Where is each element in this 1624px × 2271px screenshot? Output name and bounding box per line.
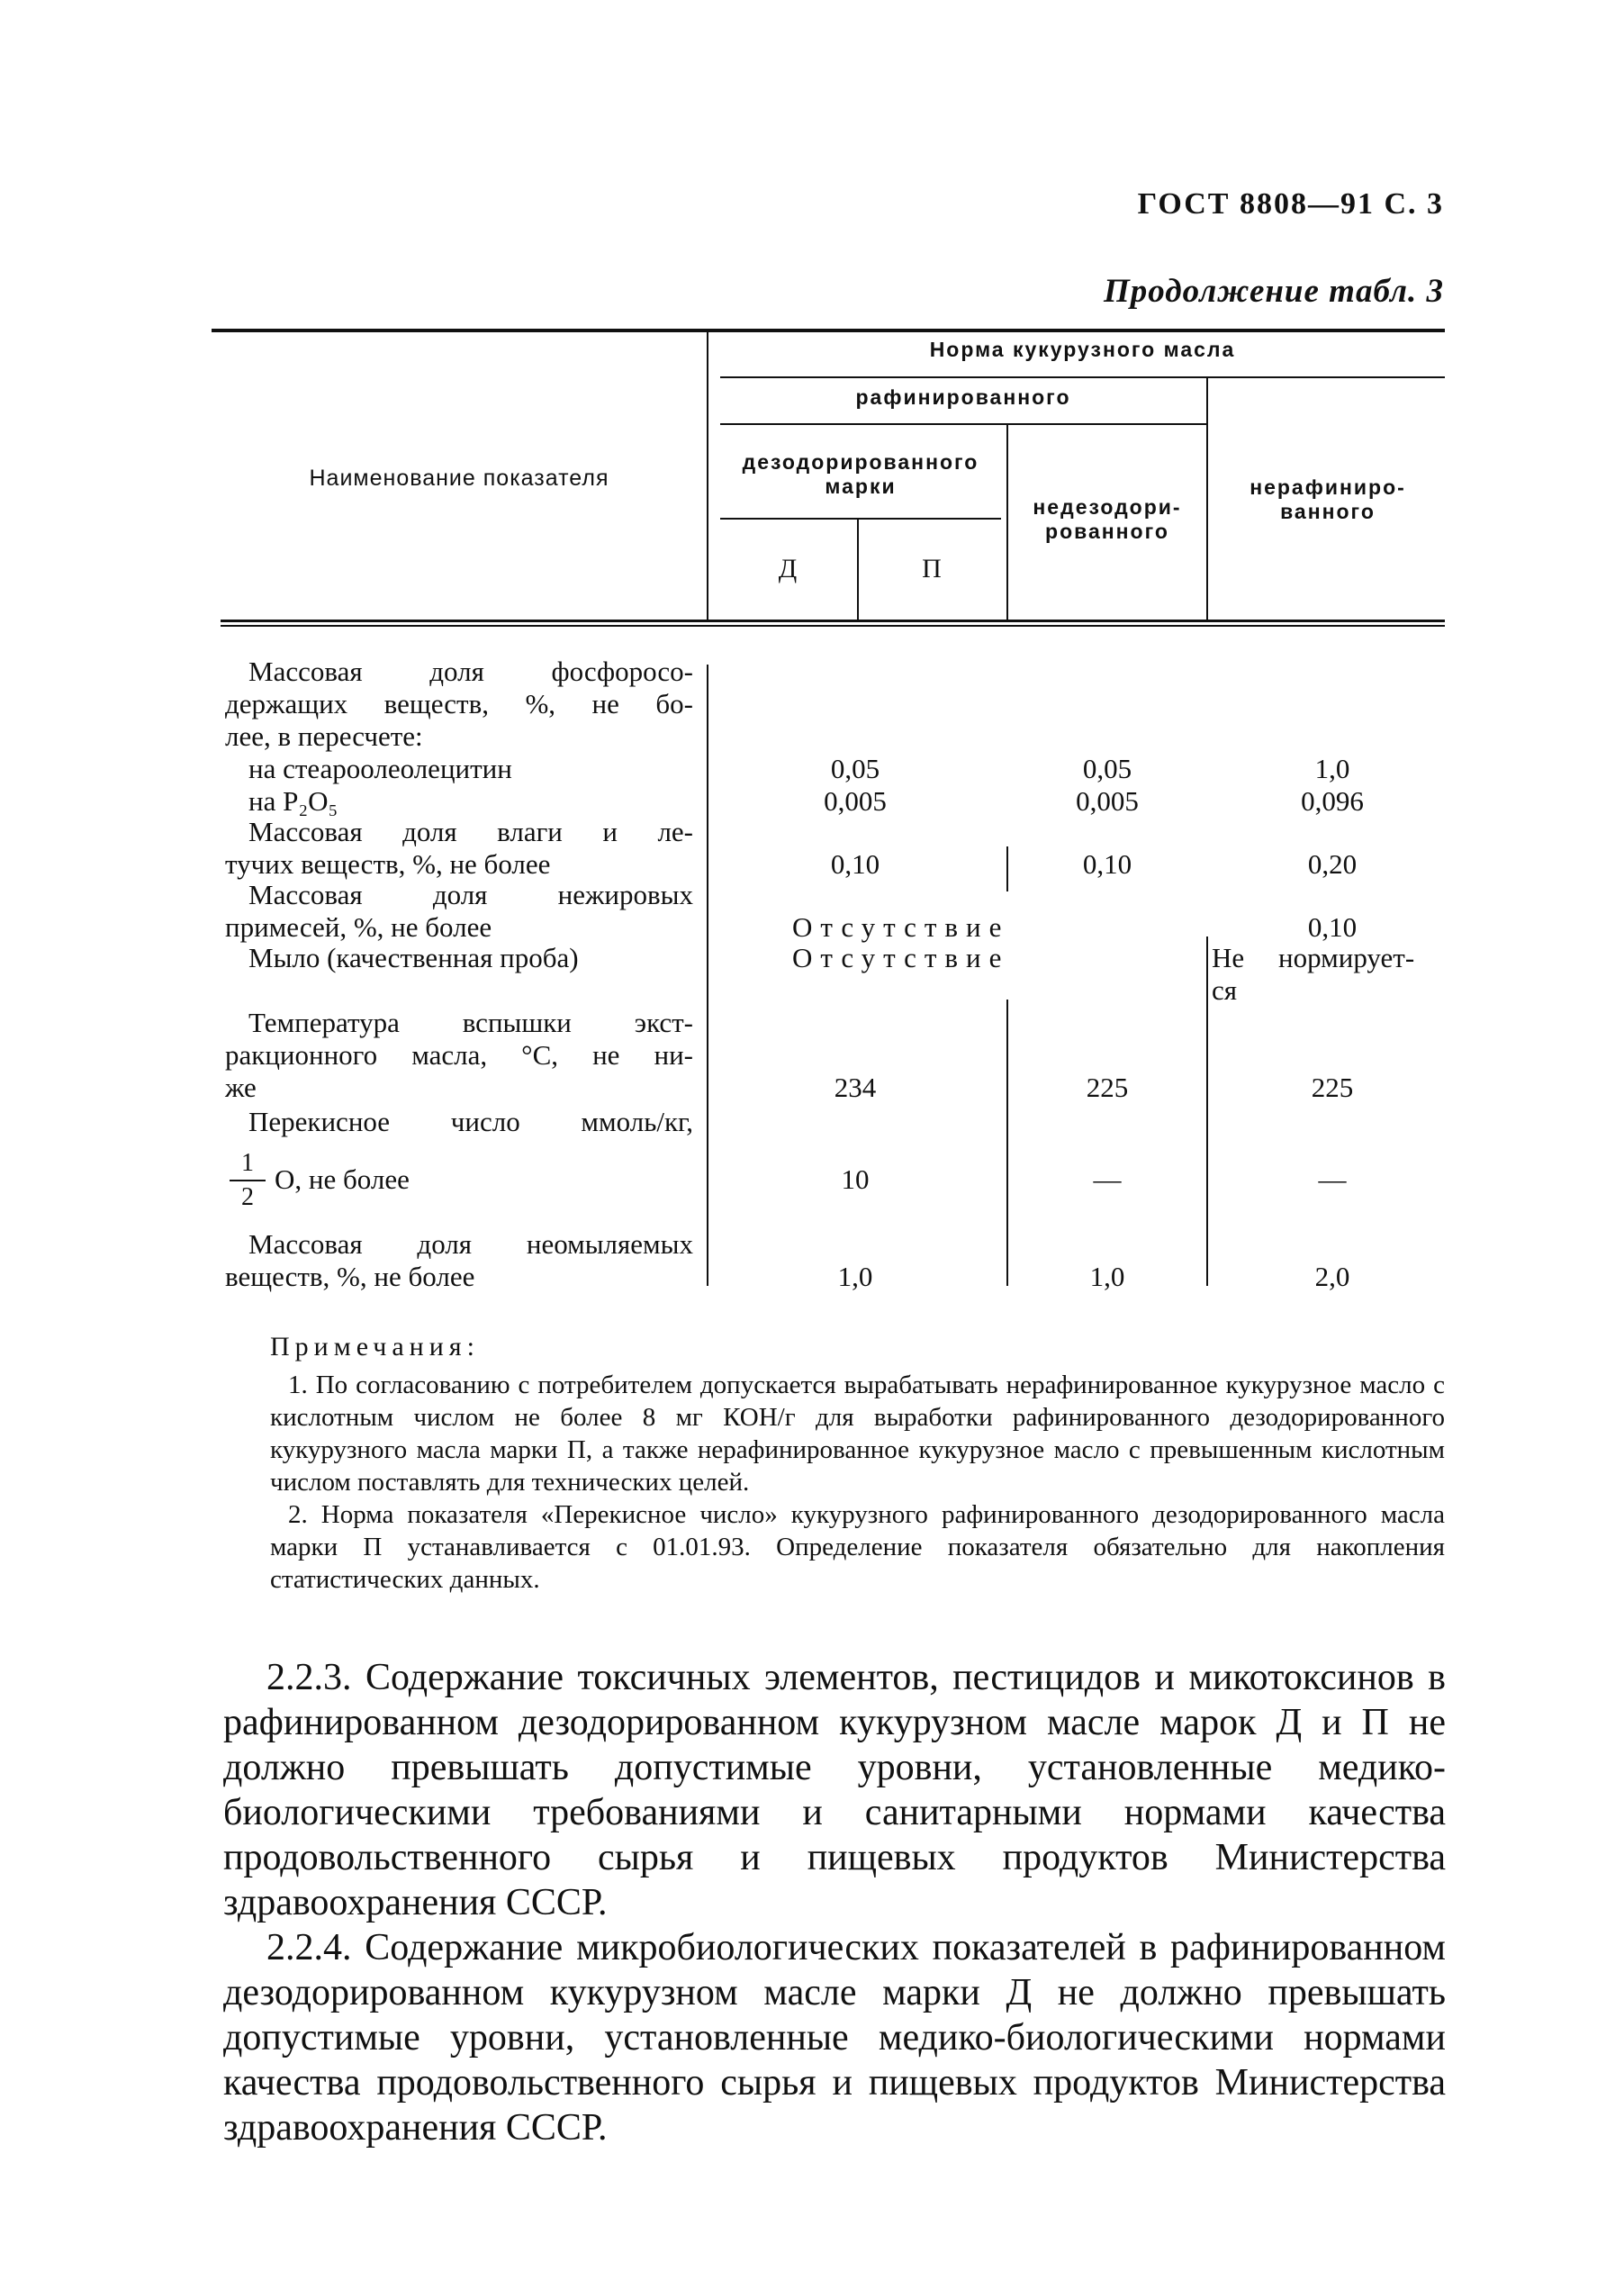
- row-peroxide-unrefined: —: [1318, 1163, 1347, 1195]
- row-impurities-line-1: Массовая доля нежировых: [248, 879, 693, 910]
- row-phosphorus-sub1-unrefined: 1,0: [1314, 753, 1350, 784]
- row-unsaponifiable-unrefined: 2,0: [1314, 1261, 1350, 1292]
- row-phosphorus-sub1-refined: 0,05: [830, 753, 880, 784]
- column-header-grade-p: П: [922, 554, 942, 584]
- deodorized-header-text: дезодорированного марки: [742, 450, 979, 498]
- row-impurities-label: [225, 879, 693, 944]
- unrefined-header-text: нерафиниро-ванного: [1250, 475, 1406, 523]
- row-peroxide-fraction: [230, 1149, 266, 1212]
- gost-page-header: ГОСТ 8808—91 С. 3: [1137, 187, 1444, 221]
- row-impurities-refined-span: Отсутствие: [792, 911, 1010, 943]
- row-phosphorus-line-2: держащих веществ, %, не бо-: [225, 688, 693, 719]
- rule-under-refined: [720, 423, 1206, 425]
- row-impurities-line-2: примесей, %, не более: [225, 911, 492, 943]
- row-peroxide-non-deo: —: [1093, 1163, 1122, 1195]
- fraction-bar: [230, 1180, 266, 1181]
- row-unsaponifiable-line-1: Массовая доля неомыляемых: [248, 1228, 693, 1260]
- row-moisture-unrefined: 0,20: [1307, 848, 1358, 880]
- body-vline-3: [1206, 936, 1208, 1286]
- rule-under-norm: [720, 376, 1445, 378]
- column-header-norm: Норма кукурузного масла: [929, 338, 1236, 361]
- row-flash-refined: 234: [834, 1072, 877, 1103]
- body-vline-2b: [1006, 1000, 1008, 1286]
- body-paragraphs: [223, 1655, 1446, 2150]
- row-unsaponifiable-non-deo: 1,0: [1089, 1261, 1125, 1292]
- row-soap-unrefined-a: Не: [1212, 942, 1245, 973]
- table-header-bottom-rule-2: [221, 625, 1445, 627]
- row-unsaponifiable-line-2: веществ, %, не более: [225, 1261, 475, 1292]
- row-moisture-non-deo: 0,10: [1082, 848, 1132, 880]
- row-impurities-unrefined: 0,10: [1307, 911, 1358, 943]
- row-phosphorus-line-1: Массовая доля фосфоросо-: [248, 656, 693, 687]
- paragraph-2-2-3: 2.2.3. Содержание токсичных элементов, пестицидов и микотоксинов в рафинированном дезодорированном кукурузном масле марок Д и П не должно превышать допустимые уровни, установленные медико-биологическими требованиями и санитарными нормами качества продовольственного сырья и пищевых продуктов Министерства здравоохранения СССР.: [223, 1657, 1446, 1923]
- row-phosphorus-sub1-text: на стеароолеолецитин: [248, 753, 512, 784]
- row-moisture-line-1: Массовая доля влаги и ле-: [248, 816, 693, 847]
- row-phosphorus-line-3: лее, в пересчете:: [225, 720, 423, 752]
- note-2: 2. Норма показателя «Перекисное число» кукурузного рафинированного дезодорированного масла марки П устанавливается с 01.01.93. Определение показателя обязательно для накопления статистических данных.: [270, 1500, 1445, 1594]
- header-vline-3: [1006, 425, 1008, 620]
- table-notes: [270, 1331, 1445, 1596]
- row-peroxide-line-1: Перекисное число ммоль/кг,: [248, 1106, 693, 1137]
- row-peroxide-label: [225, 1106, 693, 1138]
- row-flash-label: [225, 1007, 693, 1104]
- header-vline-2: [1206, 376, 1208, 620]
- row-phosphorus-sub2-label: [225, 785, 693, 818]
- row-soap-unrefined-b: нормирует-: [1278, 942, 1415, 973]
- row-phosphorus-sub2-non-deo: 0,005: [1076, 785, 1139, 817]
- row-peroxide-tail: О, не более: [275, 1163, 410, 1195]
- non-deodorized-header-text: недезодори-рованного: [1033, 495, 1182, 543]
- column-header-non-deodorized: [1013, 495, 1202, 544]
- row-phosphorus-sub2-refined: 0,005: [824, 785, 887, 817]
- row-phosphorus-sub2-text: на P₂O₅: [248, 785, 338, 817]
- row-soap-label: [225, 942, 693, 974]
- column-header-refined: рафинированного: [855, 385, 1071, 409]
- row-phosphorus-sub1-non-deo: 0,05: [1082, 753, 1132, 784]
- paragraph-2-2-4: 2.2.4. Содержание микробиологических показателей в рафинированном дезодорированном кукурузном масле марки Д не должно превышать допустимые уровни, установленные медико-биологическими нормами качества продовольственного сырья и пищевых продуктов Министерства здравоохранения СССР.: [223, 1927, 1446, 2149]
- row-flash-line-3: же: [225, 1072, 257, 1103]
- header-vline-1: [707, 330, 708, 620]
- body-vline-1: [707, 665, 708, 1286]
- row-unsaponifiable-label: [225, 1228, 693, 1293]
- row-phosphorus-sub1-label: [225, 753, 693, 785]
- fraction-denominator: 2: [241, 1183, 254, 1211]
- column-header-unrefined: [1211, 475, 1445, 524]
- note-1: 1. По согласованию с потребителем допускается вырабатывать нерафинированное кукурузное масло с кислотным числом не более 8 мг КОН/г для выработки рафинированного дезодорированного кукурузного масла марки П, а также нерафинированное кукурузное масло с превышенным кислотным числом поставлять для технических целей.: [270, 1371, 1445, 1497]
- row-soap-unrefined-c: ся: [1212, 974, 1238, 1006]
- row-moisture-refined: 0,10: [830, 848, 880, 880]
- rule-under-deodorized: [720, 518, 1001, 520]
- column-header-grade-d: Д: [778, 554, 798, 584]
- table-header-bottom-rule: [221, 620, 1445, 622]
- row-phosphorus-sub2-unrefined: 0,096: [1301, 785, 1364, 817]
- fraction-numerator: 1: [241, 1149, 254, 1177]
- row-soap-refined-span: Отсутствие: [792, 942, 1010, 973]
- table-continuation-label: Продолжение табл. 3: [1104, 273, 1444, 310]
- notes-title: Примечания:: [270, 1332, 480, 1362]
- row-flash-unrefined: 225: [1311, 1072, 1354, 1103]
- column-header-name: Наименование показателя: [309, 466, 609, 491]
- row-flash-line-1: Температура вспышки экст-: [248, 1007, 693, 1038]
- column-header-deodorized: [720, 450, 1001, 499]
- header-vline-4: [857, 520, 859, 620]
- table-top-rule: [212, 329, 1445, 332]
- row-flash-line-2: ракционного масла, °С, не ни-: [225, 1039, 693, 1071]
- row-flash-non-deo: 225: [1086, 1072, 1129, 1103]
- row-soap-text: Мыло (качественная проба): [248, 942, 579, 973]
- body-vline-2a: [1006, 846, 1008, 891]
- row-unsaponifiable-refined: 1,0: [837, 1261, 873, 1292]
- row-phosphorus-label: [225, 656, 693, 753]
- row-moisture-line-2: тучих веществ, %, не более: [225, 848, 551, 880]
- row-peroxide-refined: 10: [841, 1163, 870, 1195]
- row-moisture-label: [225, 816, 693, 881]
